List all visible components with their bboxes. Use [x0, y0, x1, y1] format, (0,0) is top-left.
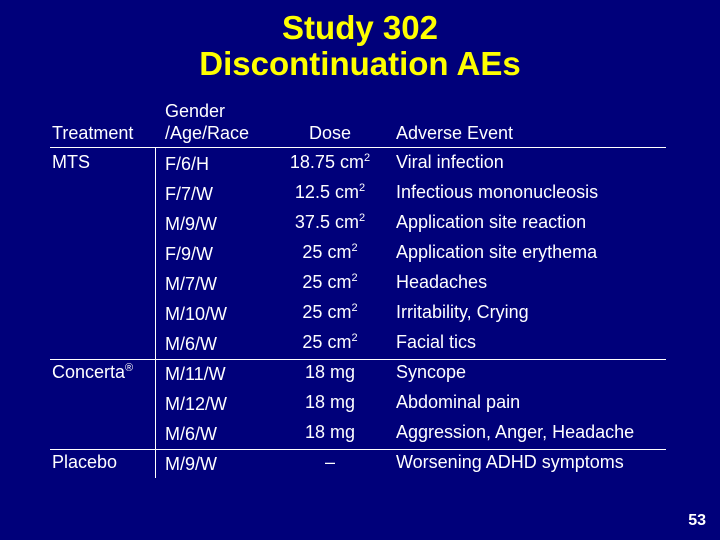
dose-unit-exponent: 2	[358, 182, 366, 194]
dose-unit-exponent: 2	[351, 302, 358, 314]
title-line-1: Study 302	[282, 9, 438, 46]
cell-dose	[270, 151, 390, 173]
cell-dose	[270, 181, 390, 203]
dose-text: 12.5 cm	[294, 182, 359, 202]
cell-adverse-event: Facial tics	[396, 332, 477, 352]
cell-treatment	[52, 451, 117, 473]
treatment-text: Placebo	[52, 452, 118, 472]
cell-dose	[270, 391, 390, 413]
dose-unit-exponent: 2	[351, 272, 358, 284]
header-dose: Dose	[308, 123, 352, 143]
cell-dose	[270, 301, 390, 323]
dose-text: 37.5 cm	[294, 212, 359, 232]
dose-text: 25 cm	[302, 242, 352, 262]
slide-title	[0, 10, 720, 82]
cell-gender-age-race: F/7/W	[165, 184, 213, 204]
cell-dose	[270, 361, 390, 383]
header-gender	[165, 100, 249, 144]
cell-adverse-event: Abdominal pain	[396, 392, 521, 412]
cell-treatment	[52, 151, 90, 173]
cell-gender-age-race: F/6/H	[165, 154, 210, 174]
cell-dose	[270, 331, 390, 353]
dose-text: 25 cm	[302, 272, 352, 292]
dose-unit-exponent: 2	[363, 152, 371, 164]
cell-adverse-event: Irritability, Crying	[396, 302, 529, 322]
cell-gender-age-race: M/6/W	[165, 424, 217, 444]
cell-gender-age-race: M/9/W	[165, 454, 217, 474]
cell-gender-age-race: M/6/W	[165, 334, 217, 354]
cell-adverse-event: Worsening ADHD symptoms	[396, 452, 624, 472]
header-gender-line-2: /Age/Race	[165, 123, 250, 143]
cell-gender-age-race: M/9/W	[165, 214, 217, 234]
cell-gender-age-race: M/7/W	[165, 274, 217, 294]
cell-treatment	[52, 361, 133, 383]
column-divider	[155, 148, 156, 478]
dose-unit-exponent: 2	[351, 242, 358, 254]
cell-gender-age-race: M/11/W	[165, 364, 226, 384]
header-treatment: Treatment	[52, 123, 134, 143]
cell-gender-age-race: F/9/W	[165, 244, 213, 264]
page-number: 53	[688, 512, 706, 529]
cell-adverse-event: Viral infection	[396, 152, 504, 172]
cell-adverse-event: Syncope	[396, 362, 467, 382]
dose-text: 18 mg	[304, 422, 356, 442]
registered-mark: ®	[125, 362, 134, 374]
cell-adverse-event: Headaches	[396, 272, 488, 292]
cell-dose	[270, 271, 390, 293]
dose-text: 25 cm	[302, 332, 352, 352]
dose-unit-exponent: 2	[358, 212, 366, 224]
group-rule-concerta	[50, 359, 666, 360]
dose-text: 18 mg	[304, 392, 356, 412]
cell-gender-age-race: M/12/W	[165, 394, 228, 414]
title-line-2: Discontinuation AEs	[199, 45, 521, 82]
cell-adverse-event: Aggression, Anger, Headache	[396, 422, 635, 442]
cell-dose	[270, 211, 390, 233]
cell-dose	[270, 241, 390, 263]
header-adverse-event: Adverse Event	[396, 123, 514, 143]
group-rule-placebo	[50, 449, 666, 450]
treatment-text: MTS	[52, 152, 90, 172]
cell-adverse-event: Infectious mononucleosis	[396, 182, 599, 202]
cell-gender-age-race: M/10/W	[165, 304, 228, 324]
header-rule	[50, 147, 666, 148]
cell-adverse-event: Application site reaction	[396, 212, 587, 232]
dose-text: –	[324, 452, 335, 472]
dose-text: 18.75 cm	[289, 152, 364, 172]
dose-unit-exponent: 2	[351, 332, 358, 344]
cell-adverse-event: Application site erythema	[396, 242, 598, 262]
dose-text: 25 cm	[302, 302, 352, 322]
dose-text: 18 mg	[304, 362, 356, 382]
header-gender-line-1: Gender	[165, 101, 226, 121]
treatment-text: Concerta	[52, 362, 126, 382]
cell-dose	[270, 421, 390, 443]
cell-dose	[270, 451, 390, 473]
